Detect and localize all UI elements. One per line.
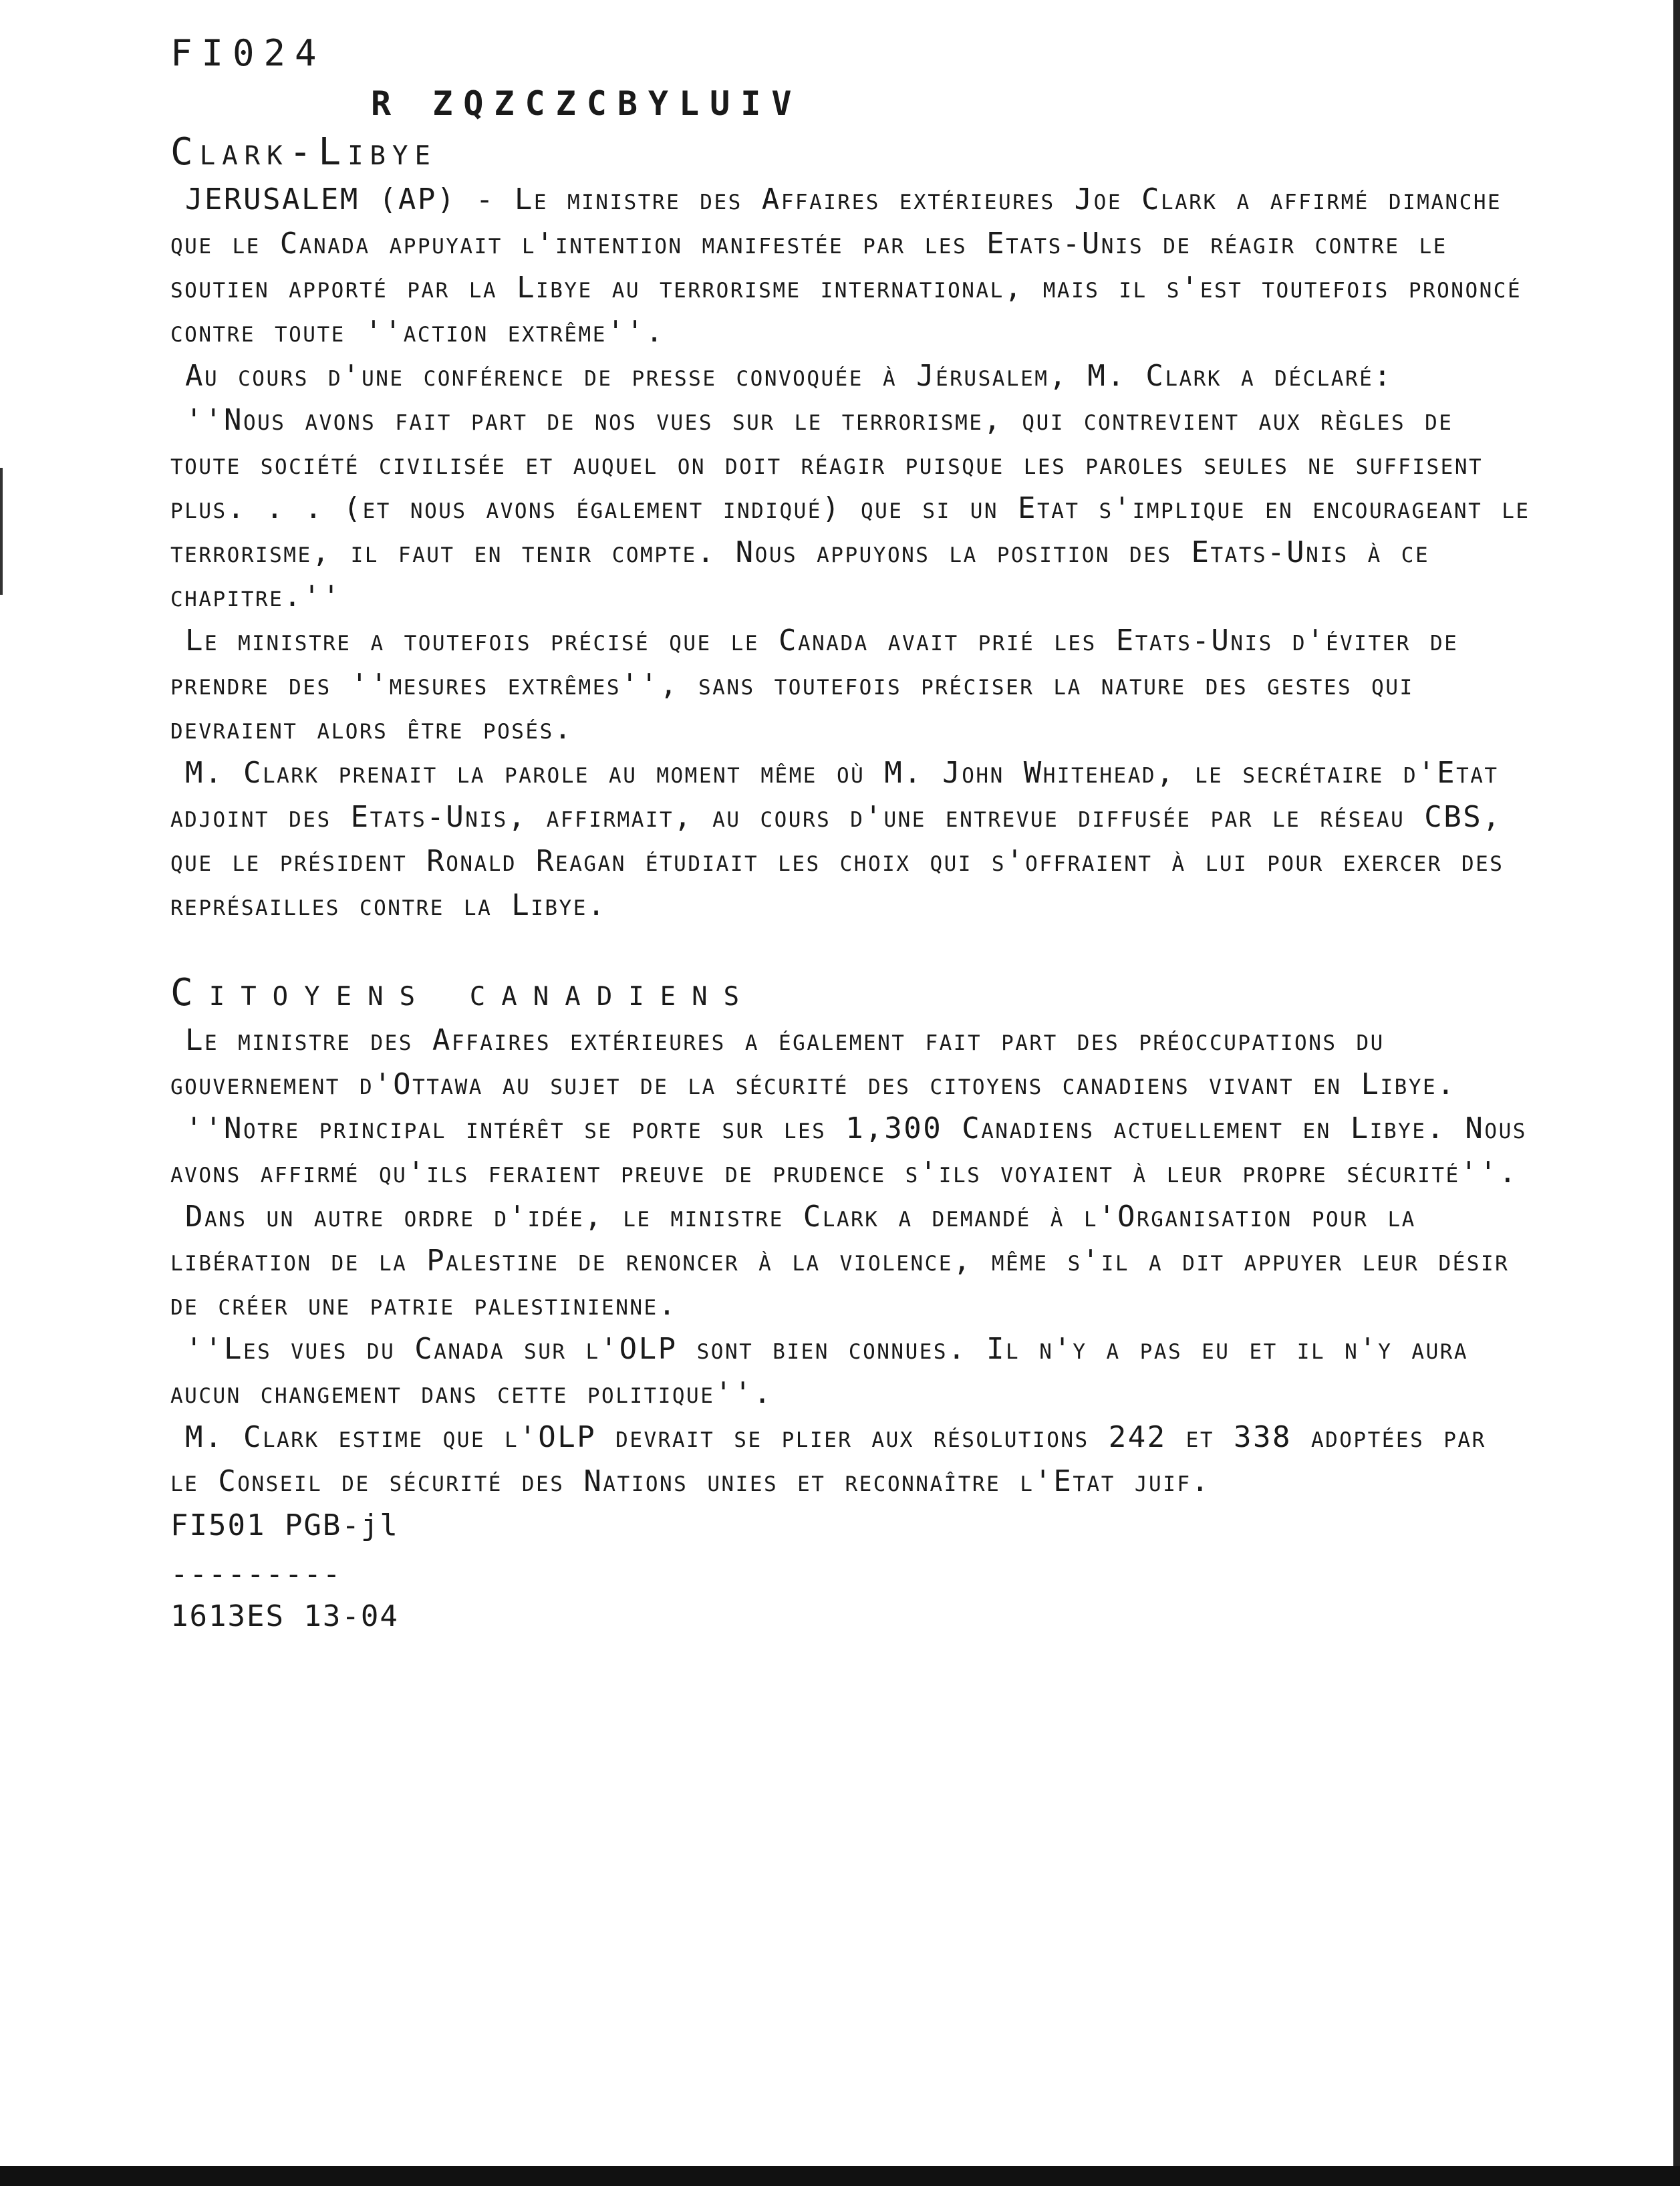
separator-dashes: --------- xyxy=(170,1557,342,1591)
routing-line: R ZQZCZCBYLUIV xyxy=(371,84,803,123)
paragraph: Dans un autre ordre d'idée, le ministre Clark a demandé à l'Organisation pour la libération de la Palestine de renoncer à la violence, même s'il a dit appuyer leur désir de créer une patrie palestinienne. xyxy=(170,1200,1510,1322)
header-code: FI024 xyxy=(170,32,326,74)
paragraph: JERUSALEM (AP) - Le ministre des Affaires extérieures Joe Clark a affirmé dimanche que le Canada appuyait l'intention manifestée par les Etats-Unis de réagir contre le soutien apporté par la Libye au terrorisme international, mais il s'est toutefois prononcé contre toute ''action extrême''. xyxy=(170,182,1522,349)
subheading: Citoyens canadiens xyxy=(170,971,756,1014)
paragraph: M. Clark estime que l'OLP devrait se plier aux résolutions 242 et 338 adoptées par le Conseil de sécurité des Nations unies et reconnaître l'Etat juif. xyxy=(170,1420,1486,1498)
timestamp: 1613ES 13-04 xyxy=(170,1599,399,1633)
paragraph: Au cours d'une conférence de presse convoquée à Jérusalem, M. Clark a déclaré: xyxy=(185,359,1393,393)
paragraph: ''Les vues du Canada sur l'OLP sont bien connues. Il n'y a pas eu et il n'y aura aucun changement dans cette politique''. xyxy=(170,1332,1469,1410)
paragraph: ''Nous avons fait part de nos vues sur le terrorisme, qui contrevient aux règles de toute société civilisée et auquel on doit réagir puisque les paroles seules ne suffisent plus. . . (et nous avons également indiqué) que si un Etat s'implique en encourageant le terrorisme, il faut en tenir compte. Nous appuyons la position des Etats-Unis à ce chapitre.'' xyxy=(170,403,1530,613)
scan-right-edge xyxy=(1673,0,1680,2186)
paragraph: ''Notre principal intérêt se porte sur les 1,300 Canadiens actuellement en Libye. Nous avons affirmé qu'ils feraient preuve de prudence s'ils voyaient à leur propre sécurité''. xyxy=(170,1111,1527,1190)
paragraph: M. Clark prenait la parole au moment même où M. John Whitehead, le secrétaire d'Etat adjoint des Etats-Unis, affirmait, au cours d'une entrevue diffusée par le réseau CBS, que le président Ronald Reagan étudiait les choix qui s'offraient à lui pour exercer des représailles contre la Libye. xyxy=(170,756,1504,922)
paragraph: Le ministre a toutefois précisé que le Canada avait prié les Etats-Unis d'éviter de prendre des ''mesures extrêmes'', sans toutefois préciser la nature des gestes qui devraient alors être posés. xyxy=(170,624,1459,746)
wire-story xyxy=(170,27,1534,1639)
headline: Clark-Libye xyxy=(170,130,437,174)
scan-left-mark xyxy=(0,468,3,595)
paragraph: Le ministre des Affaires extérieures a également fait part des préoccupations du gouvernement d'Ottawa au sujet de la sécurité des citoyens canadiens vivant en Libye. xyxy=(170,1023,1457,1101)
slug-line: FI501 PGB-jl xyxy=(170,1508,399,1542)
scan-bottom-edge xyxy=(0,2166,1680,2186)
